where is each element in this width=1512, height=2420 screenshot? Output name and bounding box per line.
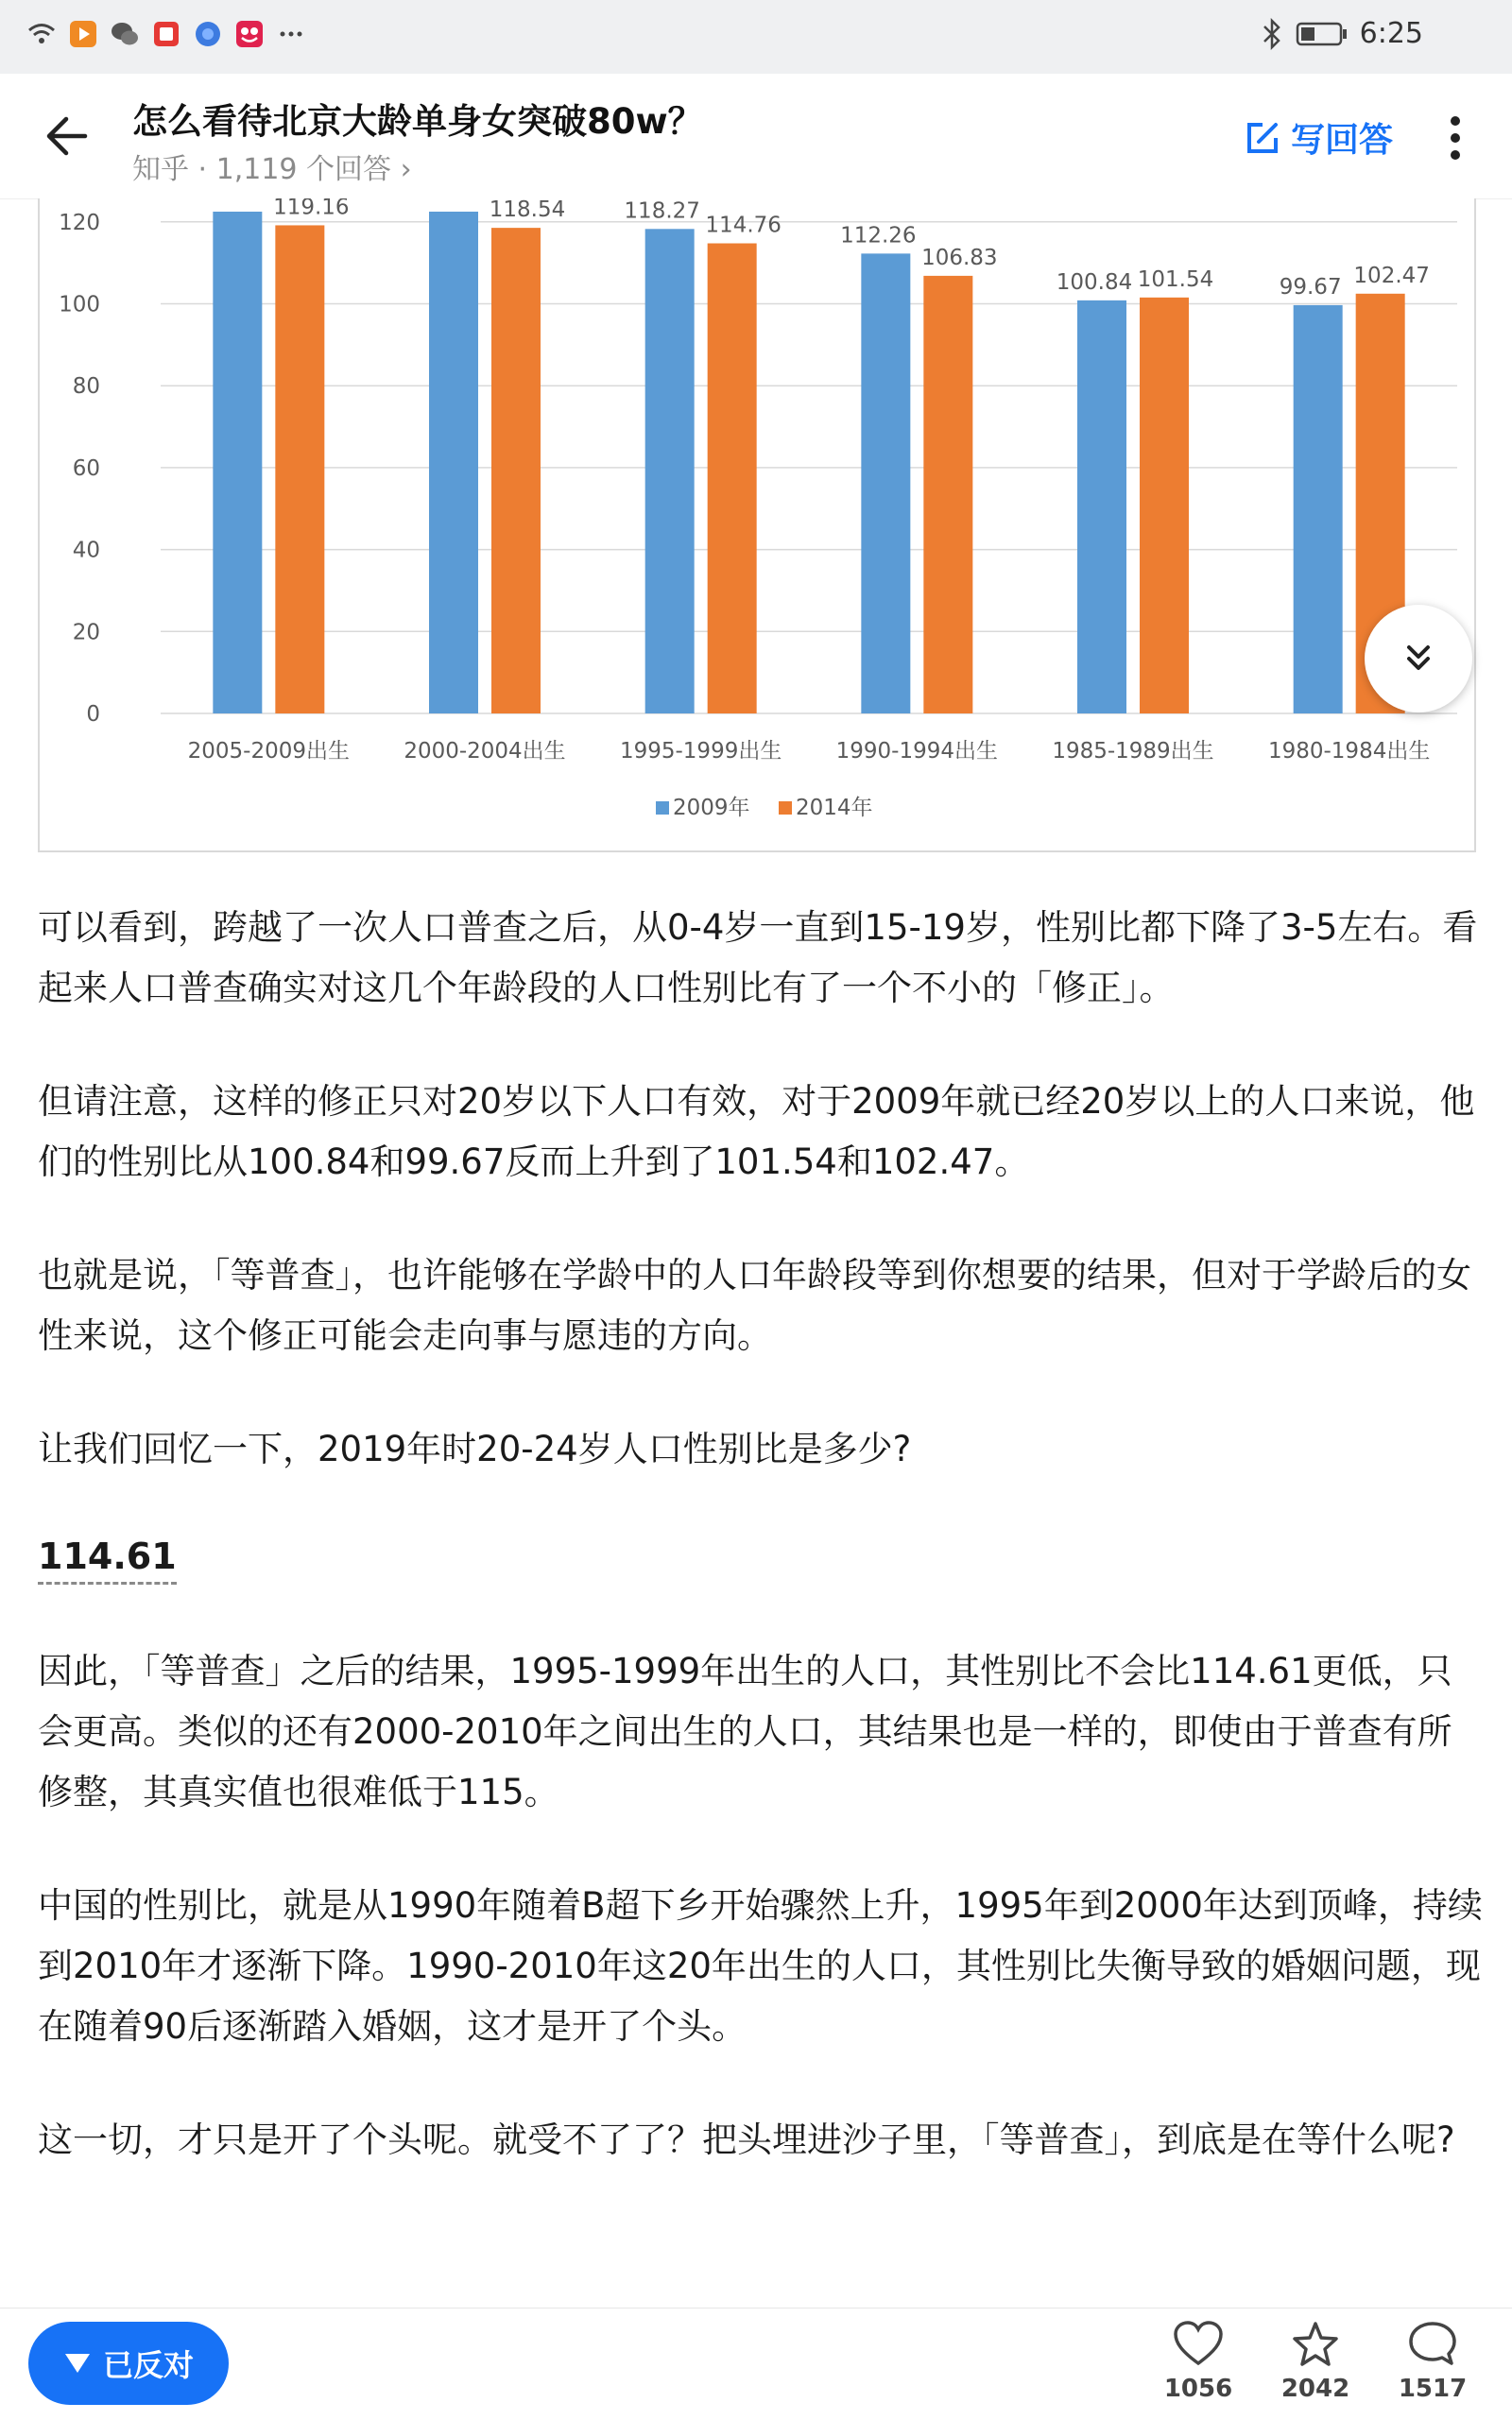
x-tick-label: 1985-1989出生 xyxy=(1052,739,1214,764)
paragraph: 因此，「等普查」之后的结果，1995-1999年出生的人口，其性别比不会比114.61更低，只会更高。类似的还有2000-2010年之间出生的人口，其结果也是一样的，即使由于普查有所修整，其真实值也很难低于115。 xyxy=(38,1651,1452,1812)
y-tick-label: 20 xyxy=(72,620,100,645)
data-label: 114.76 xyxy=(705,213,782,238)
status-time: 6:25 xyxy=(1359,17,1423,50)
edit-icon xyxy=(1244,119,1281,157)
oppose-label: 已反对 xyxy=(102,2347,194,2383)
battery-icon xyxy=(1296,20,1349,48)
x-tick-label: 1980-1984出生 xyxy=(1267,739,1431,764)
paragraph: 也就是说，「等普查」，也许能够在学龄中的人口年龄段等到你想要的结果，但对于学龄后的女性来说，这个修正可能会走向事与愿违的方向。 xyxy=(38,1255,1471,1356)
favorite-button[interactable] xyxy=(1268,2320,1363,2403)
bar xyxy=(213,212,262,713)
write-answer-button[interactable] xyxy=(1244,113,1393,162)
bar xyxy=(708,244,757,713)
legend-swatch xyxy=(779,801,792,815)
paragraph: 但请注意，这样的修正只对20岁以下人口有效，对于2009年就已经20岁以上的人口来说，他们的性别比从100.84和99.67反而上升到了101.54和102.47。 xyxy=(38,1081,1475,1182)
like-button[interactable] xyxy=(1151,2320,1246,2403)
pattern-app-icon xyxy=(234,19,265,49)
legend-swatch xyxy=(656,801,669,815)
browser-icon xyxy=(193,19,223,49)
comment-count: 1517 xyxy=(1398,2375,1468,2403)
bar xyxy=(645,229,695,713)
status-bar xyxy=(0,0,1512,74)
heart-icon xyxy=(1172,2320,1225,2369)
x-tick-label: 2005-2009出生 xyxy=(187,739,351,764)
data-label: 118.54 xyxy=(489,198,566,223)
red-app-icon xyxy=(151,19,181,49)
y-tick-label: 40 xyxy=(72,538,100,563)
star-icon xyxy=(1289,2320,1342,2369)
paragraph: 可以看到，跨越了一次人口普查之后，从0-4岁一直到15-19岁，性别比都下降了3-5左右。看起来人口普查确实对这几个年龄段的人口性别比有了一个不小的「修正」。 xyxy=(38,907,1478,1008)
bar xyxy=(491,228,541,713)
highlighted-number[interactable]: 114.61 xyxy=(38,1533,177,1585)
question-title[interactable]: 怎么看待北京大龄单身女突破80w？ xyxy=(132,101,703,142)
paragraph: 让我们回忆一下，2019年时20-24岁人口性别比是多少? xyxy=(38,1429,912,1469)
answer-content xyxy=(38,898,1484,2223)
favorite-count: 2042 xyxy=(1280,2375,1350,2403)
wifi-icon xyxy=(26,19,57,49)
y-tick-label: 80 xyxy=(72,374,100,400)
x-tick-label: 2000-2004出生 xyxy=(404,739,566,764)
legend-label: 2009年 xyxy=(673,796,750,820)
bar xyxy=(861,253,910,713)
paragraph: 中国的性别比，就是从1990年随着B超下乡开始骤然上升，1995年到2000年达到顶峰，持续到2010年才逐渐下降。1990-2010年这20年出生的人口，其性别比失衡导致的婚姻问题，现在随着90后逐渐踏入婚姻，这才是开了个头。 xyxy=(38,1885,1483,2047)
x-tick-label: 1995-1999出生 xyxy=(619,739,782,764)
status-icons xyxy=(26,19,306,49)
scroll-down-button[interactable] xyxy=(1365,605,1472,712)
bottom-action-bar xyxy=(0,2308,1512,2420)
data-label: 102.47 xyxy=(1353,263,1430,288)
data-label: 119.16 xyxy=(273,198,350,220)
data-label: 100.84 xyxy=(1056,269,1133,295)
data-label: 99.67 xyxy=(1279,274,1342,300)
oppose-button[interactable] xyxy=(28,2322,229,2405)
double-chevron-down-icon xyxy=(1400,640,1437,678)
back-arrow-icon[interactable] xyxy=(42,112,91,161)
status-right xyxy=(1260,17,1423,50)
comment-button[interactable] xyxy=(1385,2320,1480,2403)
data-label: 112.26 xyxy=(840,223,917,249)
wechat-icon xyxy=(110,19,140,49)
paragraph: 这一切，才只是开了个头呢。就受不了了？把头埋进沙子里，「等普查」，到底是在等什么呢? xyxy=(38,2120,1455,2160)
more-notifications-icon xyxy=(276,19,306,49)
y-tick-label: 100 xyxy=(59,292,100,318)
bar xyxy=(1140,298,1189,713)
y-tick-label: 120 xyxy=(59,210,100,235)
x-tick-label: 1990-1994出生 xyxy=(835,739,999,764)
comment-bubble-icon xyxy=(1406,2320,1459,2369)
write-answer-label: 写回答 xyxy=(1291,121,1394,160)
bluetooth-icon xyxy=(1260,18,1284,50)
legend-label: 2014年 xyxy=(796,796,873,820)
sex-ratio-chart xyxy=(38,198,1476,852)
bar xyxy=(429,212,478,713)
bar xyxy=(923,276,972,713)
data-label: 101.54 xyxy=(1137,266,1214,292)
bar xyxy=(1294,305,1343,713)
y-tick-label: 0 xyxy=(86,702,100,727)
data-label: 106.83 xyxy=(921,245,998,270)
question-meta[interactable]: 知乎 · 1,119 个回答 › xyxy=(132,153,412,186)
chart-canvas xyxy=(40,198,1474,850)
data-label: 118.27 xyxy=(624,198,700,224)
bar xyxy=(1077,300,1126,713)
y-tick-label: 60 xyxy=(72,455,100,481)
bar xyxy=(275,225,324,713)
triangle-down-icon xyxy=(63,2351,92,2376)
more-options-icon[interactable] xyxy=(1436,110,1474,166)
top-nav xyxy=(0,74,1512,199)
like-count: 1056 xyxy=(1163,2375,1233,2403)
video-app-icon xyxy=(68,19,98,49)
